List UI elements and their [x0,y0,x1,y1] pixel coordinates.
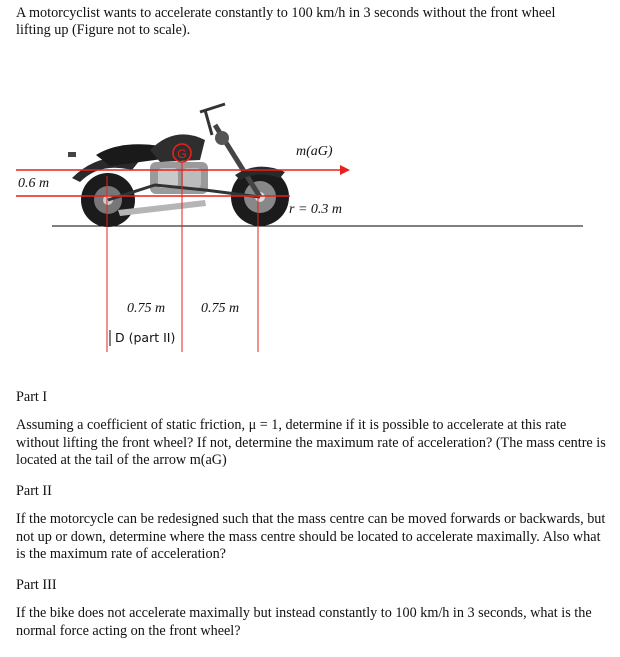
intro-line-2: lifting up (Figure not to scale). [16,22,191,38]
d-part-label: D (part II) [115,330,176,345]
part3-text: If the bike does not accelerate maximally but instead constantly to 100 km/h in 3 seconds, what is the normal force acting on the front wheel? [16,605,592,639]
part1-heading: Part I [16,389,48,405]
part2-heading: Part II [16,483,52,499]
intro-line-1: A motorcyclist wants to accelerate constantly to 100 km/h in 3 seconds without the front wheel [16,5,556,21]
force-label: m(aG) [296,144,333,159]
motorcycle-image [68,104,289,227]
mass-centre-label: G [177,147,187,161]
part1-text: Assuming a coefficient of static friction, μ = 1, determine if it is possible to accelerate at this rate without lifting the front wheel? If not, determine the maximum rate of acceleration? (The mass centre is located at the tail of the arrow m(aG) [16,417,606,468]
rear-distance-label: 0.75 m [127,301,166,316]
front-distance-label: 0.75 m [201,301,240,316]
height-label: 0.6 m [18,176,50,191]
radius-label: r = 0.3 m [289,202,343,217]
part2-text: If the motorcycle can be redesigned such that the mass centre can be moved forwards or backwards, but not up or down, determine where the mass centre should be located to accelerate maximally. Also what is the maximum rate of acceleration? [16,511,606,562]
acceleration-arrowhead [340,165,350,175]
part3-heading: Part III [16,577,57,593]
